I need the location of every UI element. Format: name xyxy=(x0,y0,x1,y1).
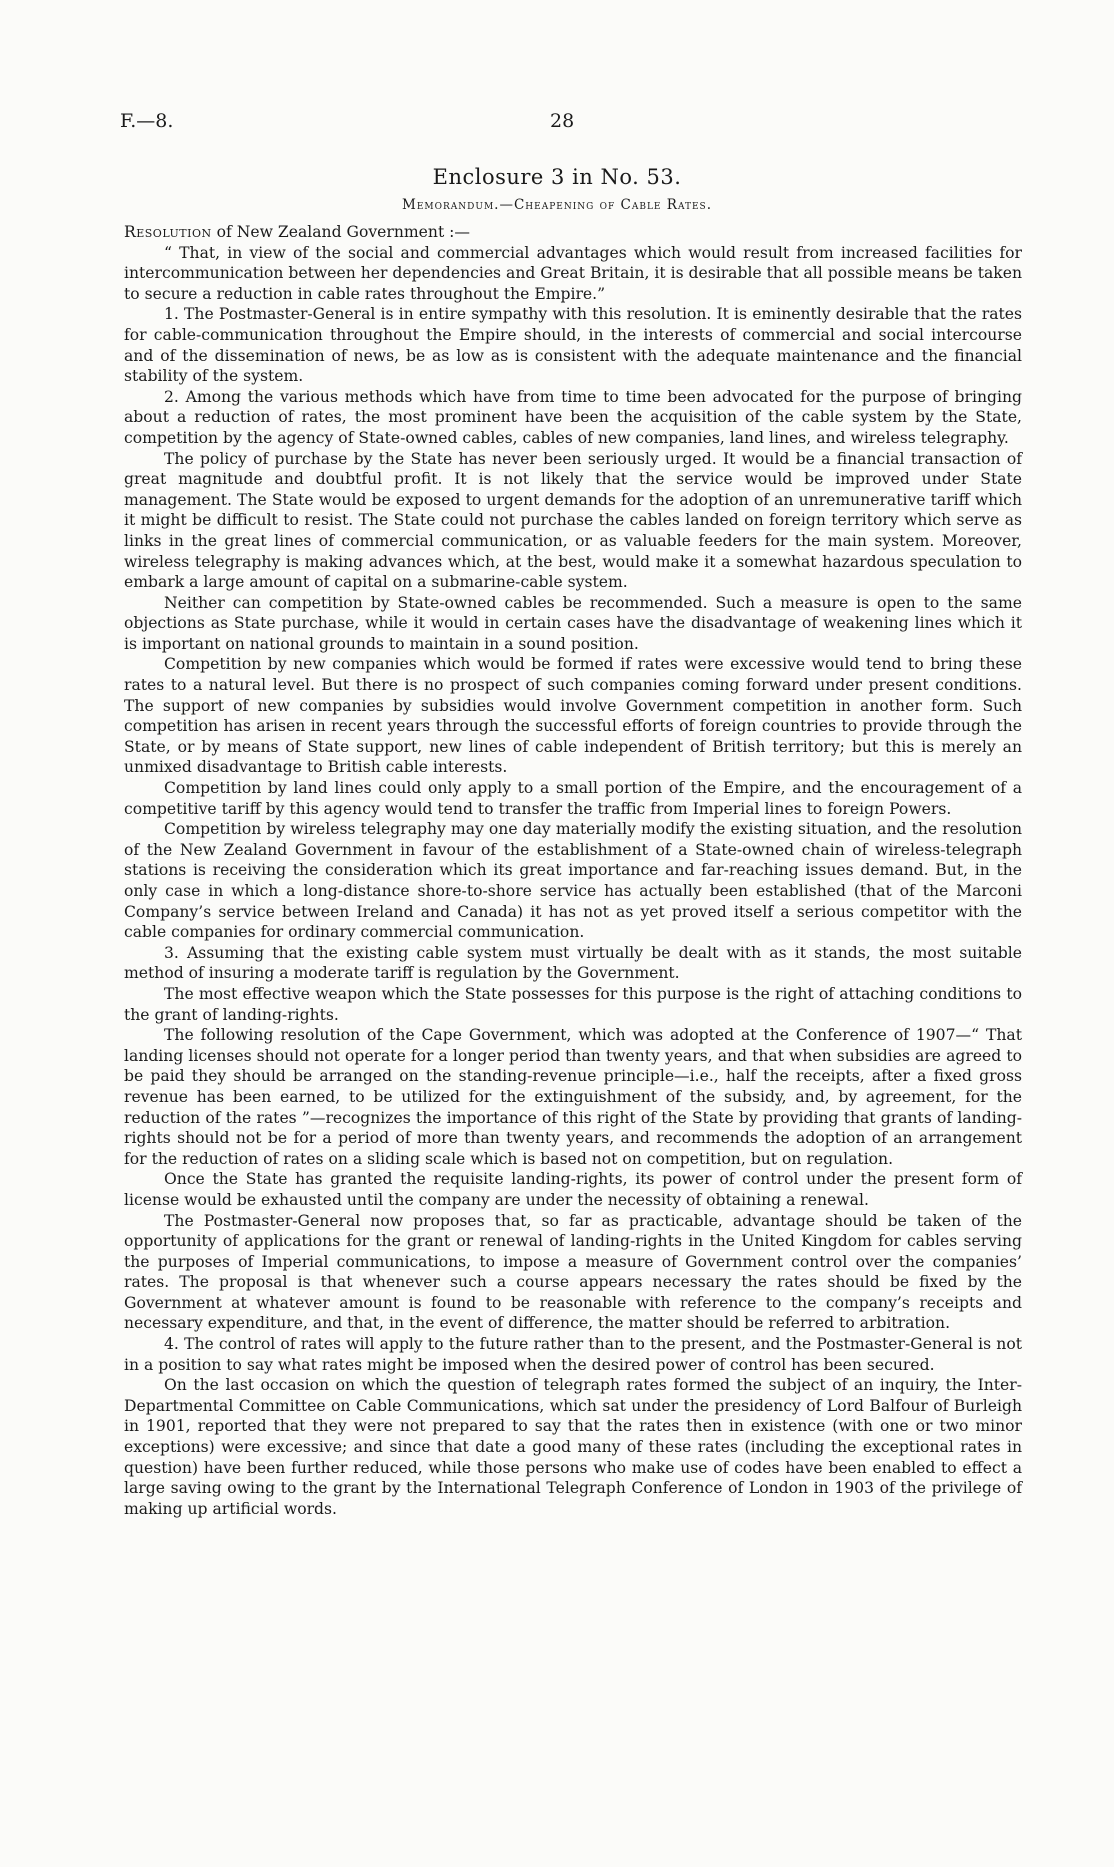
resolution-label: Resolution xyxy=(124,223,212,241)
paragraph: The most effective weapon which the State possesses for this purpose is the right of attaching conditions to the grant of landing-rights. xyxy=(124,984,1022,1024)
resolution-quote: “ That, in view of the social and commercial advantages which would result from increased facilities for intercommunication between her dependencies and Great Britain, it is desirable that all possible means be taken to secure a reduction in cable rates throughout the Empire.” xyxy=(124,243,1022,303)
paragraph: On the last occasion on which the question of telegraph rates formed the subject of an inquiry, the Inter-Departmental Committee on Cable Communications, which sat under the presidency of Lord Balfour of Burleigh in 1901, reported that they were not prepared to say that the rates then in existence (with one or two minor exceptions) were excessive; and since that date a good many of these rates (including the exceptional rates in question) have been further reduced, while those persons who make use of codes have been enabled to effect a large saving owing to the grant by the International Telegraph Conference of London in 1903 of the privilege of making up artificial words. xyxy=(124,1376,1022,1518)
paragraph: 4. The control of rates will apply to the future rather than to the present, and the Postmaster-General is not in a position to say what rates might be imposed when the desired power of control has been secured. xyxy=(124,1335,1022,1374)
paragraph: The policy of purchase by the State has never been seriously urged. It would be a financial transaction of great magnitude and doubtful profit. It is not likely that the service would be improved under State management. The State would be exposed to urgent demands for the adoption of an unremunerative tariff which it might be difficult to resist. The State could not purchase the cables landed on foreign territory which serve as links in the great lines of commercial communication, or as valuable feeders for the main system. Moreover, wireless telegraphy is making advances which, at the best, would make it a somewhat hazardous speculation to embark a large amount of capital on a submarine-cable system. xyxy=(124,449,1022,592)
resolution-intro: of New Zealand Government :— xyxy=(211,223,471,241)
paragraph: Neither can competition by State-owned cables be recommended. Such a measure is open to the same objections as State purchase, while it would in certain cases have the disadvantage of weakening lines which it is important on national grounds to maintain in a sound position. xyxy=(124,593,1022,653)
document-reference: F.—8. xyxy=(120,110,174,132)
paragraph: 1. The Postmaster-General is in entire sympathy with this resolution. It is eminently desirable that the rates for cable-communication throughout the Empire should, in the interests of commercial and social intercourse and of the dissemination of news, be as low as is consistent with the adequate maintenance and the financial stability of the system. xyxy=(124,305,1022,386)
paragraph: Competition by wireless telegraphy may one day materially modify the existing situation, and the resolution of the New Zealand Government in favour of the establishment of a State-owned chain of wireless-telegraph stations is receiving the consideration which its great importance and far-reaching issues demand. But, in the only case in which a long-distance shore-to-shore service has actually been established (that of the Marconi Company’s service between Ireland and Canada) it has not as yet proved itself a serious competitor with the cable companies for ordinary commercial communication. xyxy=(124,820,1022,942)
document-body xyxy=(124,222,1022,1519)
paragraph: 2. Among the various methods which have from time to time been advocated for the purpose of bringing about a reduction of rates, the most prominent have been the acquisition of the cable system by the State, competition by the agency of State-owned cables, cables of new companies, land lines, and wireless telegraphy. xyxy=(124,387,1022,447)
paragraph: The following resolution of the Cape Government, which was adopted at the Conference of 1907—“ That landing licenses should not operate for a longer period than twenty years, and that when subsidies are agreed to be paid they should be arranged on the standing-revenue principle—i.e., half the receipts, after a fixed gross revenue has been earned, to be utilized for the extinguishment of the subsidy, and, by agreement, for the reduction of the rates ”—recognizes the importance of this right of the State by providing that grants of landing-rights should not be for a period of more than twenty years, and recommends the adoption of an arrangement for the reduction of rates on a sliding scale which is based not on competition, but on regulation. xyxy=(124,1026,1022,1168)
paragraph: Competition by land lines could only apply to a small portion of the Empire, and the encouragement of a competitive tariff by this agency would tend to transfer the traffic from Imperial lines to foreign Powers. xyxy=(124,779,1022,818)
paragraph: Once the State has granted the requisite landing-rights, its power of control under the present form of license would be exhausted until the company are under the necessity of obtaining a renewal. xyxy=(124,1170,1022,1209)
page-header xyxy=(120,110,1020,140)
memorandum-subtitle: Memorandum.—Cheapening of Cable Rates. xyxy=(402,197,712,213)
resolution-heading xyxy=(124,222,1022,243)
paragraph: Competition by new companies which would be formed if rates were excessive would tend to bring these rates to a natural level. But there is no prospect of such companies coming forward under present conditions. The support of new companies by subsidies would involve Government competition in another form. Such competition has arisen in recent years through the successful efforts of foreign countries to provide through the State, or by means of State support, new lines of cable independent of British territory; but this is merely an unmixed disadvantage to British cable interests. xyxy=(124,655,1022,777)
paragraph: The Postmaster-General now proposes that, so far as practicable, advantage should be taken of the opportunity of applications for the grant or renewal of landing-rights in the United Kingdom for cables serving the purposes of Imperial communications, to impose a measure of Government control over the companies’ rates. The proposal is that whenever such a course appears necessary the rates should be fixed by the Government at whatever amount is found to be reasonable with reference to the company’s receipts and necessary expenditure, and that, in the event of difference, the matter should be referred to arbitration. xyxy=(124,1211,1022,1333)
enclosure-title: Enclosure 3 in No. 53. xyxy=(432,165,682,189)
paragraph: 3. Assuming that the existing cable system must virtually be dealt with as it stands, the most suitable method of insuring a moderate tariff is regulation by the Government. xyxy=(124,943,1022,983)
page-number: 28 xyxy=(550,110,575,132)
